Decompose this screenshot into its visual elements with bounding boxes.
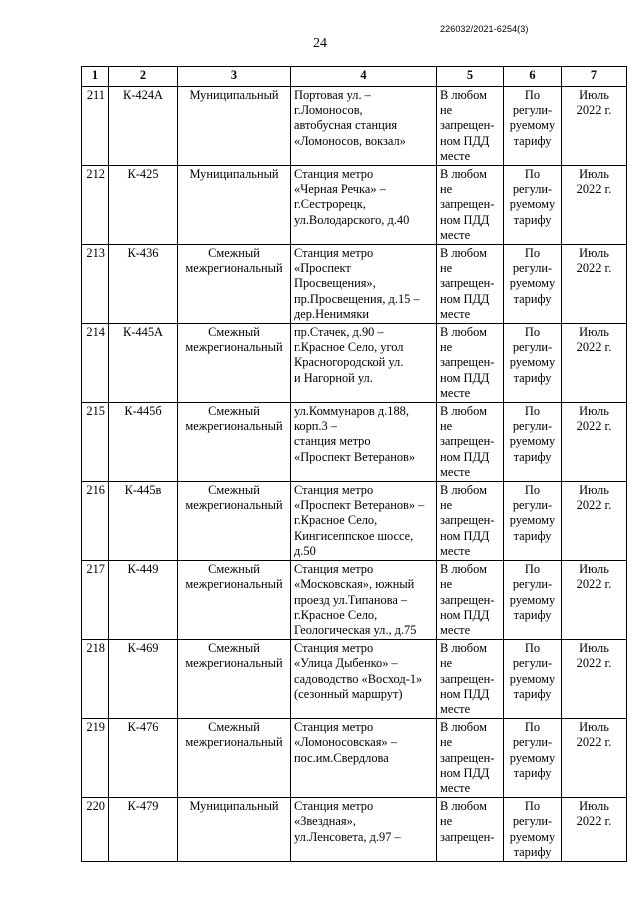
table-row xyxy=(82,482,627,561)
column-header: 7 xyxy=(562,67,627,87)
stop-procedure-cell: В любом не запрещен- ном ПДД месте xyxy=(437,166,504,245)
tariff-cell: По регули- руемому тарифу xyxy=(504,798,562,862)
start-date-cell: Июль 2022 г. xyxy=(562,403,627,482)
row-number-cell: 213 xyxy=(82,245,109,324)
table-header xyxy=(82,67,627,87)
row-number-cell: 216 xyxy=(82,482,109,561)
table-row xyxy=(82,561,627,640)
table-row xyxy=(82,324,627,403)
route-path-cell: Станция метро «Проспект Ветеранов» – г.Красное Село, Кингисеппское шоссе, д.50 xyxy=(291,482,437,561)
route-code-cell: К-449 xyxy=(109,561,178,640)
stop-procedure-cell: В любом не запрещен- ном ПДД месте xyxy=(437,561,504,640)
route-code-cell: К-425 xyxy=(109,166,178,245)
route-type-cell: Смежный межрегиональный xyxy=(178,403,291,482)
row-number-cell: 215 xyxy=(82,403,109,482)
route-code-cell: К-469 xyxy=(109,640,178,719)
row-number-cell: 211 xyxy=(82,87,109,166)
start-date-cell: Июль 2022 г. xyxy=(562,87,627,166)
column-header: 4 xyxy=(291,67,437,87)
table-row xyxy=(82,403,627,482)
route-path-cell: Станция метро «Ломоносовская» – пос.им.Свердлова xyxy=(291,719,437,798)
route-code-cell: К-436 xyxy=(109,245,178,324)
route-path-cell: Станция метро «Черная Речка» – г.Сестрорецк, ул.Володарского, д.40 xyxy=(291,166,437,245)
column-header: 1 xyxy=(82,67,109,87)
stop-procedure-cell: В любом не запрещен- ном ПДД месте xyxy=(437,245,504,324)
route-type-cell: Муниципальный xyxy=(178,798,291,862)
route-code-cell: К-424А xyxy=(109,87,178,166)
tariff-cell: По регули- руемому тарифу xyxy=(504,640,562,719)
table-body xyxy=(82,87,627,862)
route-code-cell: К-476 xyxy=(109,719,178,798)
tariff-cell: По регули- руемому тарифу xyxy=(504,166,562,245)
column-header: 6 xyxy=(504,67,562,87)
table-row xyxy=(82,719,627,798)
row-number-cell: 217 xyxy=(82,561,109,640)
row-number-cell: 212 xyxy=(82,166,109,245)
start-date-cell: Июль 2022 г. xyxy=(562,561,627,640)
stop-procedure-cell: В любом не запрещен- ном ПДД месте xyxy=(437,719,504,798)
routes-table xyxy=(81,66,627,862)
route-code-cell: К-445в xyxy=(109,482,178,561)
table-row xyxy=(82,798,627,862)
table-row xyxy=(82,640,627,719)
tariff-cell: По регули- руемому тарифу xyxy=(504,324,562,403)
route-path-cell: ул.Коммунаров д.188, корп.3 – станция метро «Проспект Ветеранов» xyxy=(291,403,437,482)
stop-procedure-cell: В любом не запрещен- ном ПДД месте xyxy=(437,403,504,482)
row-number-cell: 220 xyxy=(82,798,109,862)
row-number-cell: 214 xyxy=(82,324,109,403)
tariff-cell: По регули- руемому тарифу xyxy=(504,561,562,640)
tariff-cell: По регули- руемому тарифу xyxy=(504,87,562,166)
tariff-cell: По регули- руемому тарифу xyxy=(504,245,562,324)
route-path-cell: Станция метро «Московская», южный проезд ул.Типанова – г.Красное Село, Геологическая ул., д.75 xyxy=(291,561,437,640)
route-path-cell: Станция метро «Улица Дыбенко» – садоводство «Восход-1» (сезонный маршрут) xyxy=(291,640,437,719)
route-path-cell: пр.Стачек, д.90 – г.Красное Село, угол Красногородской ул. и Нагорной ул. xyxy=(291,324,437,403)
start-date-cell: Июль 2022 г. xyxy=(562,640,627,719)
route-code-cell: К-445А xyxy=(109,324,178,403)
tariff-cell: По регули- руемому тарифу xyxy=(504,403,562,482)
route-code-cell: К-479 xyxy=(109,798,178,862)
route-type-cell: Смежный межрегиональный xyxy=(178,561,291,640)
route-type-cell: Смежный межрегиональный xyxy=(178,482,291,561)
document-registration-number: 226032/2021-6254(3) xyxy=(440,24,529,34)
route-path-cell: Портовая ул. – г.Ломоносов, автобусная станция «Ломоносов, вокзал» xyxy=(291,87,437,166)
stop-procedure-cell: В любом не запрещен- ном ПДД месте xyxy=(437,482,504,561)
tariff-cell: По регули- руемому тарифу xyxy=(504,719,562,798)
header-row xyxy=(82,67,627,87)
stop-procedure-cell: В любом не запрещен- ном ПДД месте xyxy=(437,324,504,403)
start-date-cell: Июль 2022 г. xyxy=(562,482,627,561)
table-row xyxy=(82,166,627,245)
start-date-cell: Июль 2022 г. xyxy=(562,719,627,798)
stop-procedure-cell: В любом не запрещен- ном ПДД месте xyxy=(437,640,504,719)
route-path-cell: Станция метро «Проспект Просвещения», пр.Просвещения, д.15 – дер.Ненимяки xyxy=(291,245,437,324)
page-number: 24 xyxy=(313,36,327,51)
start-date-cell: Июль 2022 г. xyxy=(562,245,627,324)
table-row xyxy=(82,87,627,166)
route-type-cell: Смежный межрегиональный xyxy=(178,245,291,324)
start-date-cell: Июль 2022 г. xyxy=(562,324,627,403)
stop-procedure-cell: В любом не запрещен- xyxy=(437,798,504,862)
route-type-cell: Муниципальный xyxy=(178,87,291,166)
route-type-cell: Смежный межрегиональный xyxy=(178,719,291,798)
column-header: 3 xyxy=(178,67,291,87)
tariff-cell: По регули- руемому тарифу xyxy=(504,482,562,561)
table-row xyxy=(82,245,627,324)
column-header: 5 xyxy=(437,67,504,87)
start-date-cell: Июль 2022 г. xyxy=(562,166,627,245)
route-type-cell: Смежный межрегиональный xyxy=(178,324,291,403)
route-path-cell: Станция метро «Звездная», ул.Ленсовета, д.97 – xyxy=(291,798,437,862)
start-date-cell: Июль 2022 г. xyxy=(562,798,627,862)
column-header: 2 xyxy=(109,67,178,87)
route-code-cell: К-445б xyxy=(109,403,178,482)
route-type-cell: Муниципальный xyxy=(178,166,291,245)
row-number-cell: 218 xyxy=(82,640,109,719)
route-type-cell: Смежный межрегиональный xyxy=(178,640,291,719)
row-number-cell: 219 xyxy=(82,719,109,798)
stop-procedure-cell: В любом не запрещен- ном ПДД месте xyxy=(437,87,504,166)
